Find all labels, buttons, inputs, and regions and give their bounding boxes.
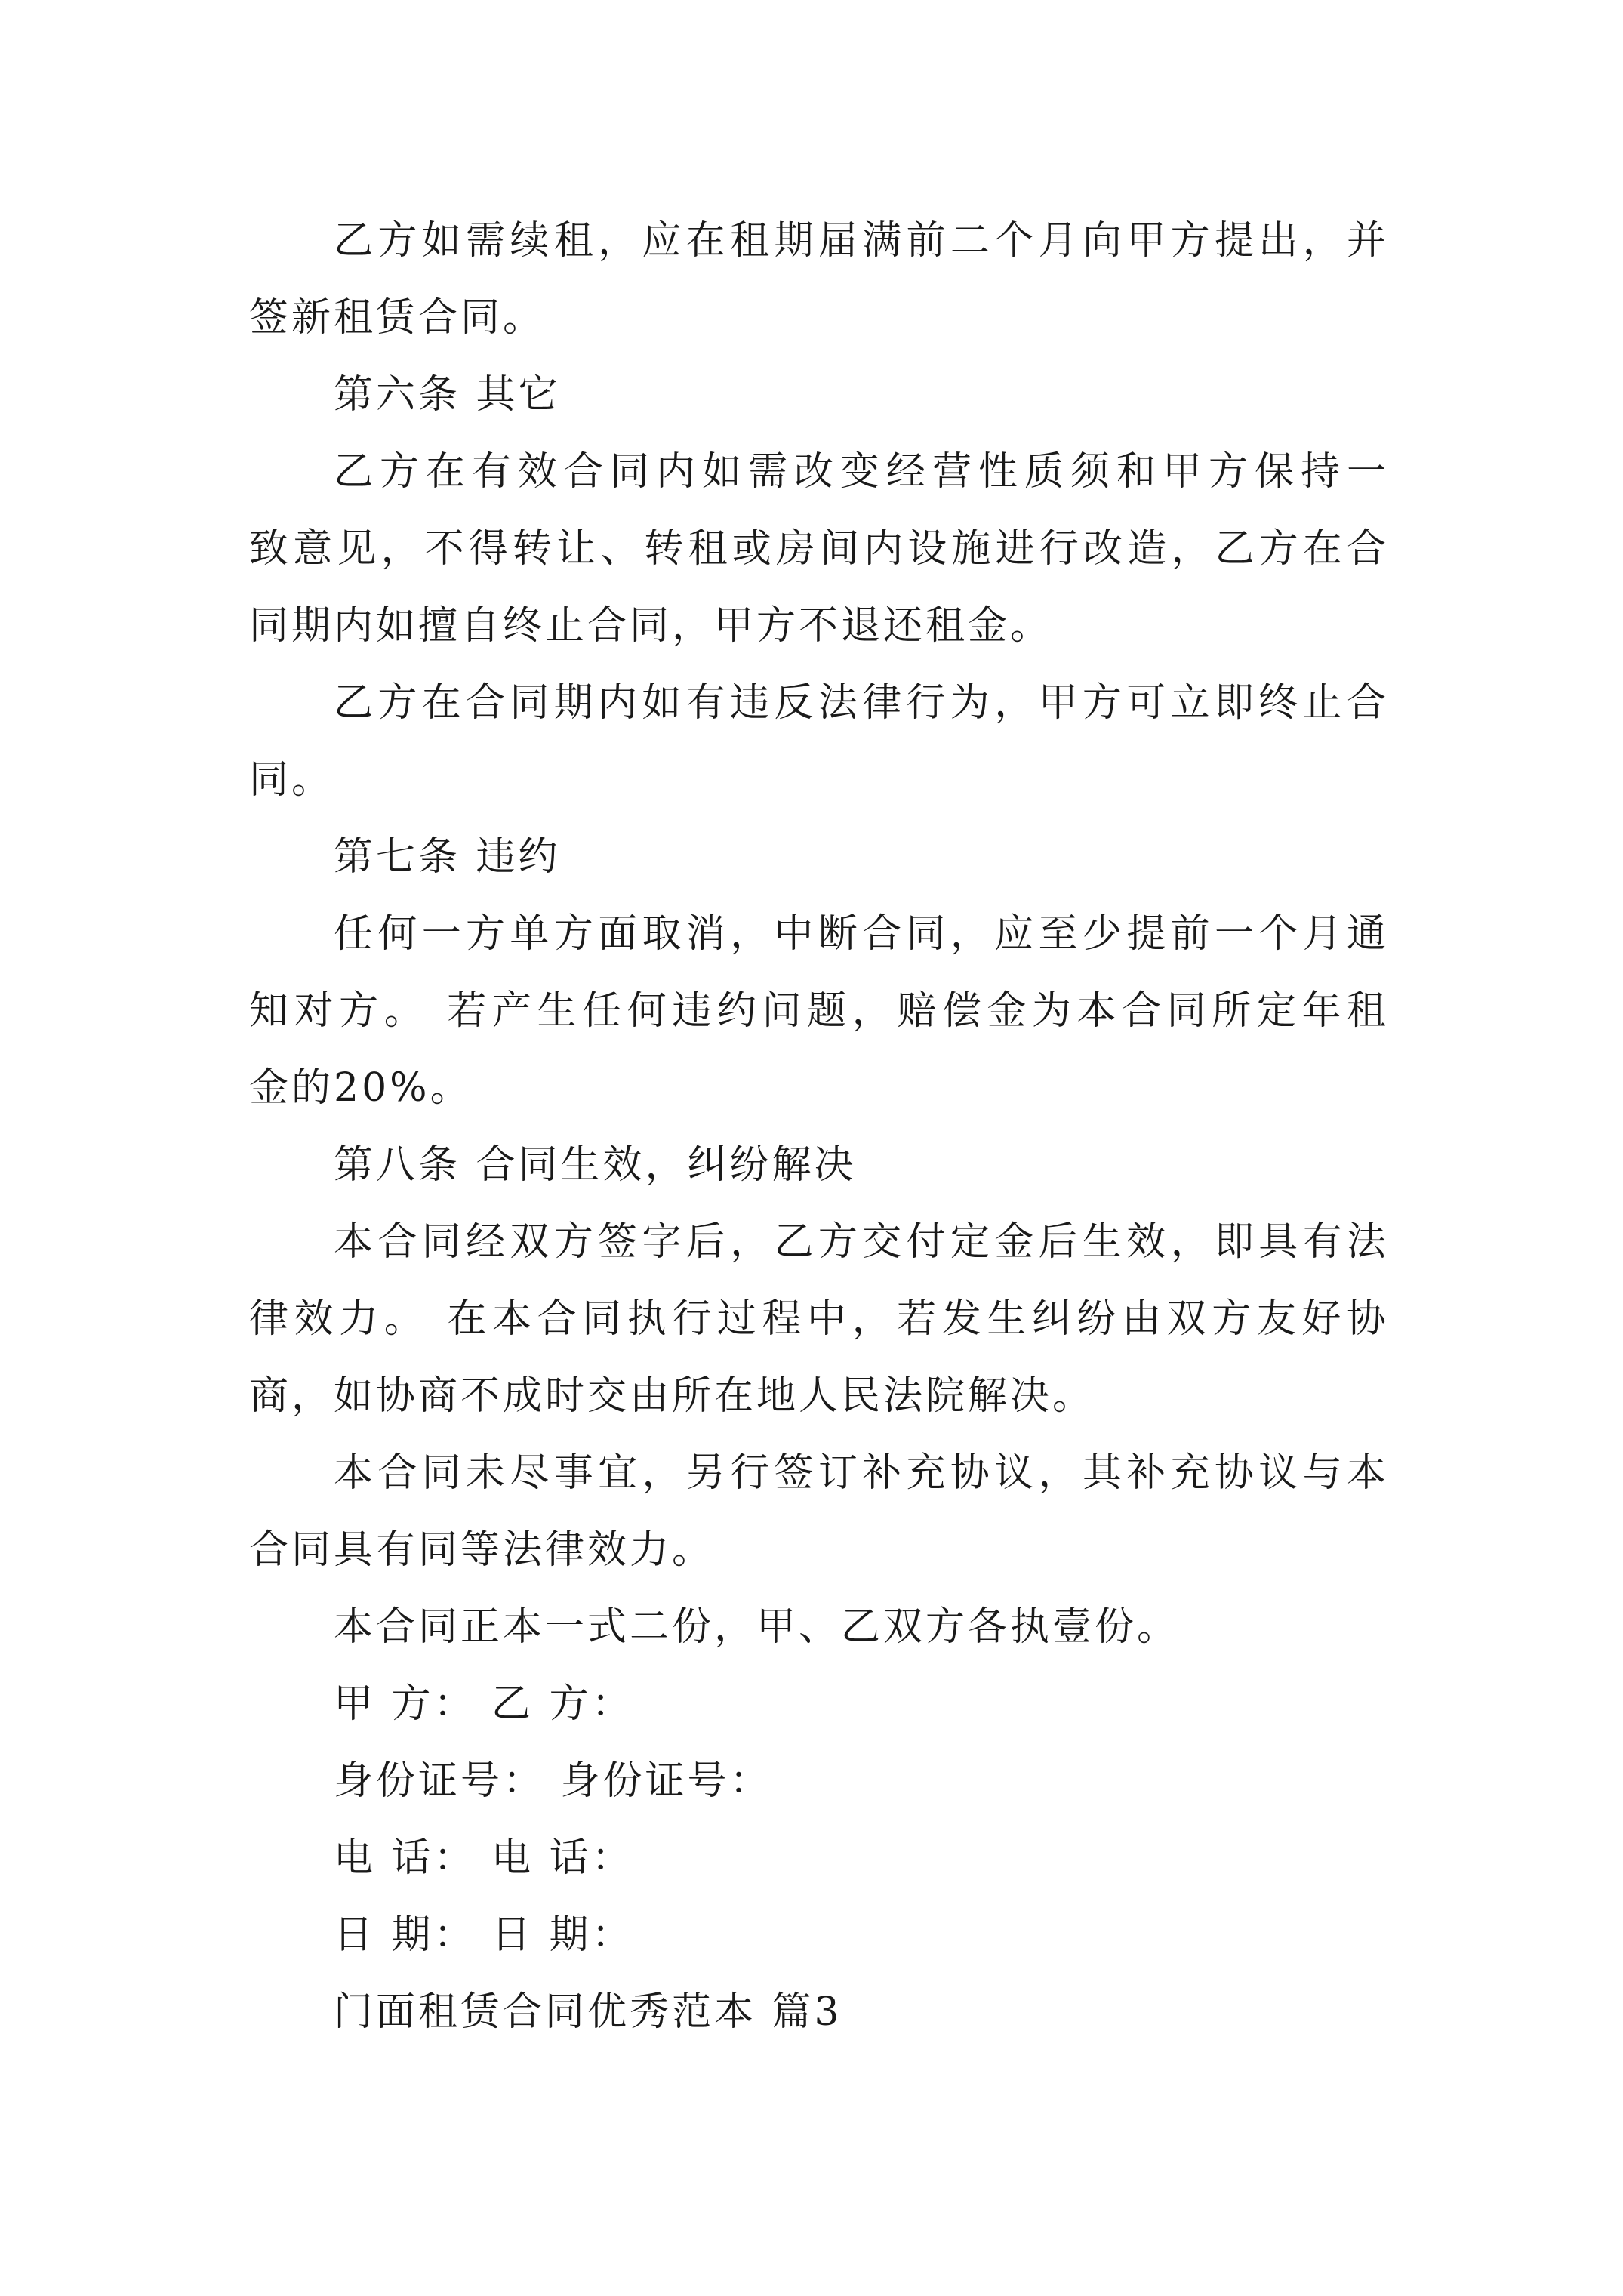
next-section-title: 门面租赁合同优秀范本 篇3 (334, 1989, 842, 2035)
signature-party-line: 甲 方： 乙 方： (334, 1681, 634, 1727)
section-heading: 第七条 违约 (334, 834, 561, 880)
paragraph-line: 商，如协商不成时交由所在地人民法院解决。 (249, 1373, 1095, 1419)
signature-phone-line: 电 话： 电 话： (334, 1835, 634, 1881)
document-page (249, 202, 1389, 2051)
paragraph-line: 同。 (249, 757, 334, 803)
paragraph-line: 本合同正本一式二份，甲、乙双方各执壹份。 (334, 1604, 1180, 1650)
paragraph-line: 乙方如需续租，应在租期届满前二个月向甲方提出，并 (334, 218, 1389, 264)
paragraph-line: 致意见，不得转让、转租或房间内设施进行改造，乙方在合 (249, 526, 1389, 572)
paragraph-line: 乙方在有效合同内如需改变经营性质须和甲方保持一 (334, 449, 1389, 495)
signature-id-line: 身份证号： 身份证号： (334, 1758, 772, 1804)
paragraph-line: 任何一方单方面取消，中断合同，应至少提前一个月通 (334, 911, 1389, 957)
paragraph-line: 本合同经双方签字后，乙方交付定金后生效，即具有法 (334, 1219, 1389, 1265)
paragraph-line: 知对方。 若产生任何违约问题，赔偿金为本合同所定年租 (249, 988, 1389, 1034)
signature-date-line: 日 期： 日 期： (334, 1912, 634, 1958)
paragraph-line: 乙方在合同期内如有违反法律行为，甲方可立即终止合 (334, 680, 1389, 726)
paragraph-line: 同期内如擅自终止合同，甲方不退还租金。 (249, 603, 1053, 649)
paragraph-line: 律效力。 在本合同执行过程中，若发生纠纷由双方友好协 (249, 1296, 1389, 1342)
paragraph-line: 本合同未尽事宜，另行签订补充协议，其补充协议与本 (334, 1450, 1389, 1496)
paragraph-line: 合同具有同等法律效力。 (249, 1527, 715, 1573)
section-heading: 第八条 合同生效，纠纷解决 (334, 1142, 857, 1188)
section-heading: 第六条 其它 (334, 372, 561, 418)
paragraph-line: 签新租赁合同。 (249, 295, 546, 341)
paragraph-line: 金的20%。 (249, 1065, 473, 1111)
